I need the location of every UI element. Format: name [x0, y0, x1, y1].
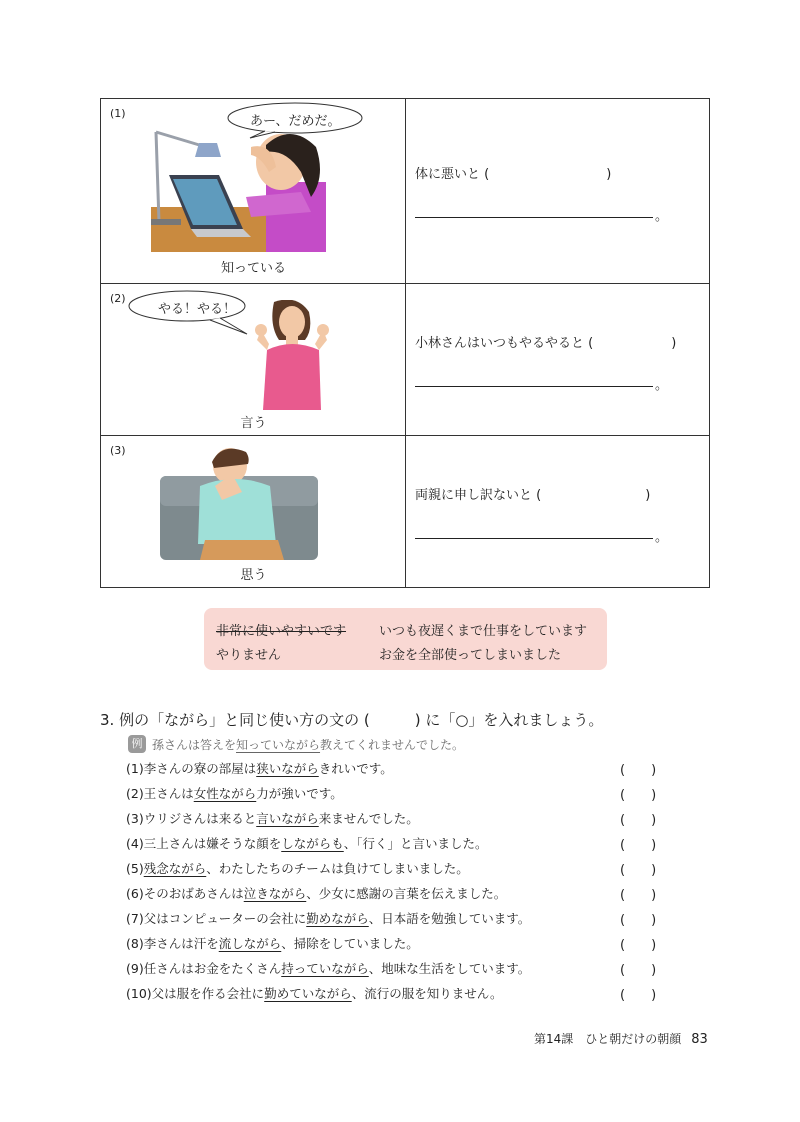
- answer-blank[interactable]: [415, 199, 653, 218]
- list-item: (4)三上さんは嫌そうな顔をしながらも、「行く」と言いました。: [126, 836, 488, 851]
- exercise-table: [100, 98, 710, 588]
- list-item: (2)王さんは女性ながら力が強いです。: [126, 786, 343, 801]
- table-row: [101, 99, 709, 284]
- list-item: (5)残念ながら、わたしたちのチームは負けてしまいました。: [126, 861, 469, 876]
- tired-woman-illustration: [151, 127, 326, 252]
- speech-text: やる！やる！: [158, 302, 237, 317]
- picture-cell: [101, 436, 406, 588]
- table-row: [101, 436, 709, 588]
- answer-parentheses[interactable]: ( ): [620, 763, 657, 778]
- answer-parentheses[interactable]: ( ): [620, 813, 657, 828]
- answer-blank[interactable]: [415, 368, 653, 387]
- prompt-sentence: 両親に申し訳ないと ( ): [415, 488, 651, 503]
- answer-cell: [406, 436, 709, 588]
- picture-cell: [101, 284, 406, 435]
- word-choice: いつも夜遅くまで仕事をしています: [379, 624, 588, 639]
- answer-cell: [406, 99, 709, 283]
- speech-text: あー、だめだ。: [250, 114, 341, 129]
- period: 。: [655, 209, 669, 224]
- answer-parentheses[interactable]: ( ): [620, 888, 657, 903]
- list-item: (9)任さんはお金をたくさん持っていながら、地味な生活をしています。: [126, 961, 531, 976]
- page-number: 83: [691, 1032, 708, 1047]
- answer-parentheses[interactable]: ( ): [620, 963, 657, 978]
- row-number: (3): [110, 444, 126, 457]
- word-choice-box: [204, 608, 607, 670]
- answer-parentheses[interactable]: ( ): [620, 838, 657, 853]
- row-number: (2): [110, 292, 126, 305]
- verb-caption: 思う: [240, 568, 267, 583]
- answer-cell: [406, 284, 709, 435]
- answer-parentheses[interactable]: ( ): [620, 938, 657, 953]
- example-sentence: 孫さんは答えを知っていながら教えてくれませんでした。: [152, 738, 465, 752]
- picture-cell: [101, 99, 406, 283]
- page-footer: [534, 1030, 708, 1047]
- table-row: [101, 284, 709, 436]
- word-choice: お金を全部使ってしまいました: [379, 648, 562, 663]
- answer-parentheses[interactable]: ( ): [620, 788, 657, 803]
- excited-woman-illustration: [249, 300, 334, 410]
- prompt-sentence: 小林さんはいつもやるやると ( ): [415, 336, 677, 351]
- list-item: (1)李さんの寮の部屋は狭いながらきれいです。: [126, 761, 393, 776]
- regretful-man-illustration: [160, 444, 318, 560]
- row-number: (1): [110, 107, 126, 120]
- lesson-title: 第14課 ひと朝だけの朝顔: [534, 1032, 682, 1046]
- list-item: (7)父はコンピューターの会社に勤めながら、日本語を勉強しています。: [126, 911, 531, 926]
- exercise-3-title: 3. 例の「ながら」と同じ使い方の文の ( ) に「○」を入れましょう。: [100, 711, 604, 729]
- word-choice: やりません: [216, 648, 282, 663]
- answer-parentheses[interactable]: ( ): [620, 988, 657, 1003]
- answer-parentheses[interactable]: ( ): [620, 863, 657, 878]
- list-item: (8)李さんは汗を流しながら、掃除をしていました。: [126, 936, 419, 951]
- verb-caption: 知っている: [220, 261, 286, 276]
- word-choice-used: 非常に使いやすいです: [216, 624, 347, 639]
- answer-blank[interactable]: [415, 520, 653, 539]
- period: 。: [655, 378, 669, 393]
- list-item: (6)そのおばあさんは泣きながら、少女に感謝の言葉を伝えました。: [126, 886, 507, 901]
- list-item: (3)ウリジさんは来ると言いながら来ませんでした。: [126, 811, 419, 826]
- list-item: (10)父は服を作る会社に勤めていながら、流行の服を知りません。: [126, 986, 503, 1001]
- example-badge: 例: [128, 735, 146, 753]
- verb-caption: 言う: [240, 416, 267, 431]
- prompt-sentence: 体に悪いと ( ): [415, 167, 612, 182]
- period: 。: [655, 530, 669, 545]
- answer-parentheses[interactable]: ( ): [620, 913, 657, 928]
